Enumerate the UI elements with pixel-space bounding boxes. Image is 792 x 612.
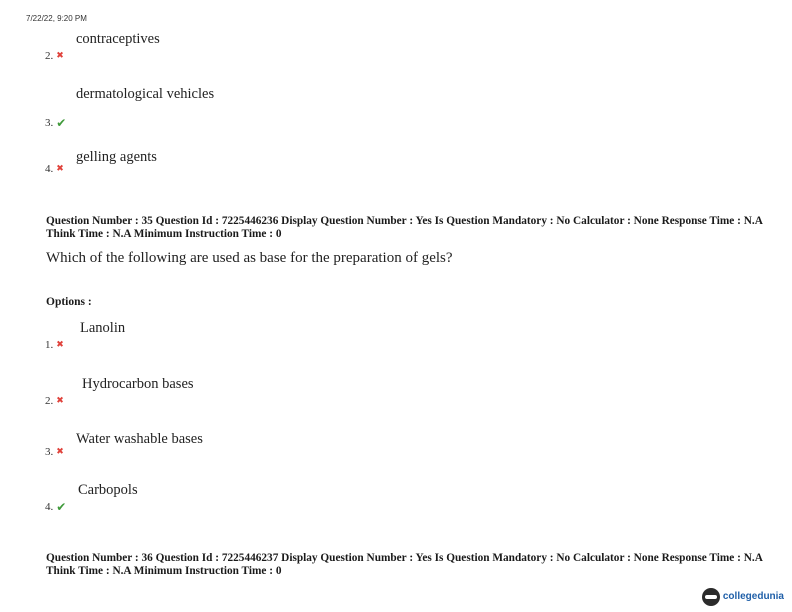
prev-option-4-number <box>45 163 64 175</box>
prev-option-2-text: contraceptives <box>76 31 160 47</box>
wrong-mark-icon: ✖ <box>56 51 64 61</box>
mascot-icon <box>702 588 720 606</box>
q35-option-4-text: Carbopols <box>78 482 138 498</box>
q35-option-1-text: Lanolin <box>80 320 126 336</box>
wrong-mark-icon: ✖ <box>56 340 64 350</box>
collegedunia-logo <box>702 588 784 606</box>
q35-option-2-number <box>45 395 64 407</box>
wrong-mark-icon: ✖ <box>56 164 64 174</box>
options-label: Options : <box>46 296 92 308</box>
option-number: 3. <box>45 117 54 129</box>
q35-option-2-text: Hydrocarbon bases <box>82 376 194 392</box>
option-number: 2. <box>45 50 54 62</box>
wrong-mark-icon: ✖ <box>56 396 64 406</box>
prev-option-3-text: dermatological vehicles <box>76 86 215 102</box>
option-number: 4. <box>45 501 54 513</box>
option-number: 1. <box>45 339 54 351</box>
q35-option-4-number <box>45 500 66 514</box>
logo-text: collegedunia <box>722 591 784 602</box>
wrong-mark-icon: ✖ <box>56 447 64 457</box>
timestamp: 7/22/22, 9:20 PM <box>26 14 87 23</box>
prev-option-4-text: gelling agents <box>76 149 157 165</box>
option-number: 4. <box>45 163 54 175</box>
question-35-meta: Question Number : 35 Question Id : 7225446236 Display Question Number : Yes Is Question Mandatory : No Calculator : None Response Time : N.A Think Time : N.A Minimum Instruction Time : 0 <box>46 215 763 240</box>
correct-mark-icon: ✔ <box>56 500 67 514</box>
question-35-text: Which of the following are used as base for the preparation of gels? <box>46 250 453 266</box>
prev-option-3-number <box>45 116 66 130</box>
q35-option-1-number <box>45 339 64 351</box>
option-number: 2. <box>45 395 54 407</box>
option-number: 3. <box>45 446 54 458</box>
q35-option-3-number <box>45 446 64 458</box>
correct-mark-icon: ✔ <box>56 116 67 130</box>
question-36-meta: Question Number : 36 Question Id : 7225446237 Display Question Number : Yes Is Question Mandatory : No Calculator : None Response Time : N.A Think Time : N.A Minimum Instruction Time : 0 <box>46 552 763 577</box>
prev-option-2-number <box>45 50 64 62</box>
q35-option-3-text: Water washable bases <box>76 431 203 447</box>
